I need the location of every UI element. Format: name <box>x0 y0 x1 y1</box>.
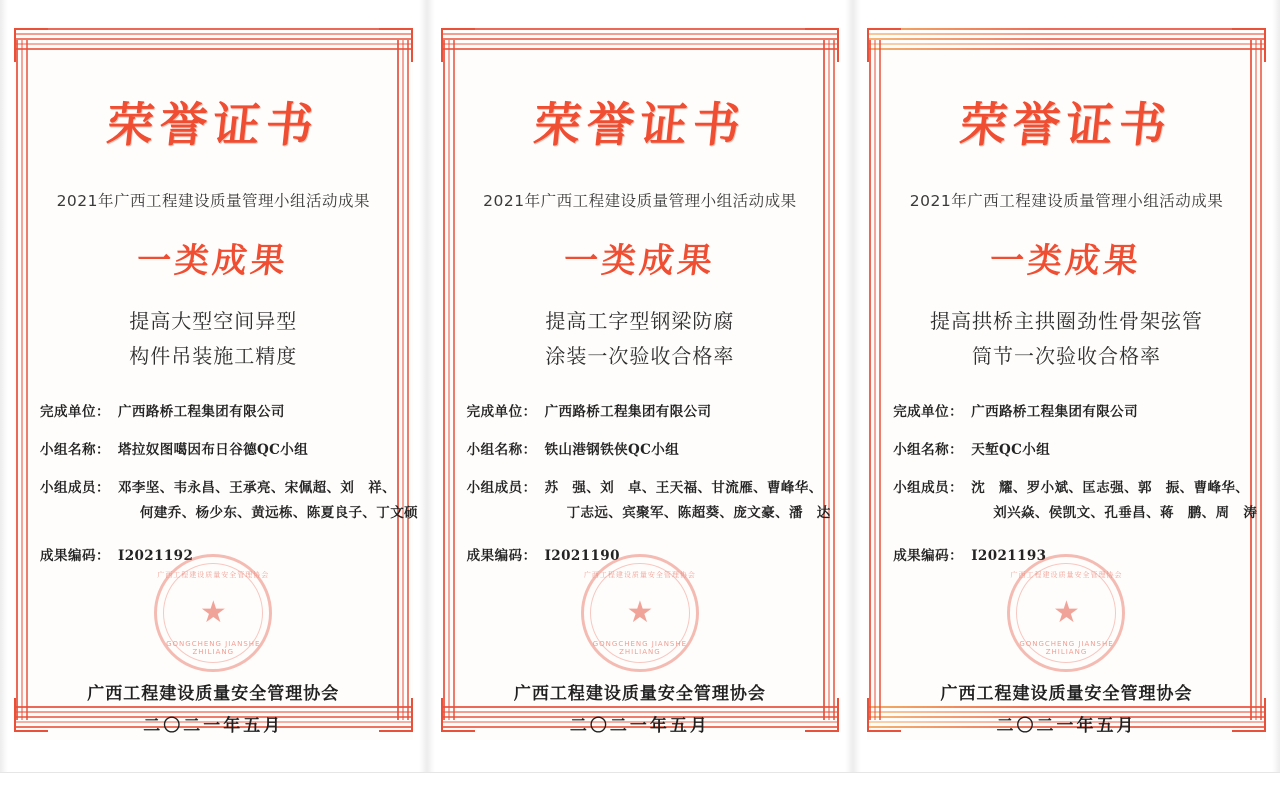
certificate-content <box>34 70 418 582</box>
field-team-members <box>466 476 831 526</box>
field-value-line: 塔拉奴图噶因布日谷德QC小组 <box>118 441 309 458</box>
certificate-subtitle: 2021年广西工程建设质量管理小组活动成果 <box>909 192 1224 210</box>
achievement-line: 提高工字型钢梁防腐 <box>545 309 735 333</box>
field-value <box>963 438 1246 463</box>
field-label: 小组名称： <box>466 441 537 458</box>
field-unit <box>40 400 393 425</box>
certificate-fields <box>461 400 831 569</box>
field-unit <box>893 400 1246 425</box>
field-team-members <box>40 476 418 526</box>
issue-date: 二〇二一年五月 <box>569 716 710 736</box>
certificate-grade: 一类成果 <box>134 241 292 281</box>
border-corner-top-left <box>441 28 475 62</box>
field-team-name <box>893 438 1246 463</box>
border-corner-top-right <box>1232 28 1266 62</box>
achievement-line: 提高拱桥主拱圈劲性骨架弦管 <box>929 309 1203 333</box>
certificate-fields <box>887 400 1258 569</box>
certificate-title: 荣誉证书 <box>957 98 1175 153</box>
field-team-members <box>893 476 1258 526</box>
border-side-left <box>869 40 883 720</box>
field-label: 成果编码： <box>40 547 110 564</box>
field-value <box>537 400 820 425</box>
border-corner-top-left <box>867 28 901 62</box>
border-side-right <box>823 40 837 720</box>
seal-top-text: 广西工程建设质量安全管理协会 <box>583 571 696 579</box>
seal-bottom-text: GONGCHENG JIANSHE ZHILIANG <box>592 640 688 656</box>
field-value-line: Ⅰ2021192 <box>118 547 194 564</box>
achievement-title <box>887 304 1246 374</box>
certificate-grade: 一类成果 <box>987 241 1145 281</box>
field-value-line: 广西路桥工程集团有限公司 <box>544 404 712 420</box>
field-label: 完成单位： <box>893 404 964 420</box>
page-bottom-edge <box>427 772 854 800</box>
field-value <box>963 400 1246 425</box>
field-team-name <box>40 438 393 463</box>
achievement-title <box>34 304 393 374</box>
issuer-name: 广西工程建设质量安全管理协会 <box>513 684 766 704</box>
field-value <box>537 438 820 463</box>
field-value-line: 广西路桥工程集团有限公司 <box>971 404 1138 420</box>
field-value-line: 铁山港钢铁侠QC小组 <box>544 441 680 458</box>
field-result-code <box>893 544 1246 569</box>
issue-date: 二〇二一年五月 <box>996 716 1137 736</box>
seal-bottom-text: GONGCHENG JIANSHE ZHILIANG <box>166 640 261 656</box>
certificate-subtitle: 2021年广西工程建设质量管理小组活动成果 <box>56 192 371 210</box>
certificate-card <box>853 0 1280 800</box>
page-bottom-edge <box>0 772 427 800</box>
achievement-line: 筒节一次验收合格率 <box>971 344 1161 368</box>
border-side-left <box>16 40 30 720</box>
achievement-line: 涂装一次验收合格率 <box>545 344 735 368</box>
field-value-line: 苏 强、刘 卓、王天福、甘流雁、曹峰华、 <box>544 479 823 496</box>
achievement-title <box>461 304 820 374</box>
field-label: 小组成员： <box>40 479 110 496</box>
field-value <box>963 476 1257 526</box>
field-label: 小组名称： <box>40 441 110 458</box>
field-value-line: 广西路桥工程集团有限公司 <box>118 404 285 420</box>
field-team-name <box>467 438 820 463</box>
border-band-top <box>14 28 413 54</box>
issuer-name: 广西工程建设质量安全管理协会 <box>87 684 340 704</box>
field-value-line: 丁志远、宾聚军、陈超葵、庞文豪、潘 达 <box>566 504 831 521</box>
field-value-line: 邓李坚、韦永昌、王承亮、宋佩超、刘 祥、 <box>118 479 396 496</box>
border-side-left <box>443 40 457 720</box>
star-icon: ★ <box>199 596 227 629</box>
paper-edge-shadow-left <box>0 0 8 800</box>
certificate-subtitle: 2021年广西工程建设质量管理小组活动成果 <box>483 192 797 210</box>
paper-edge-shadow-right <box>1272 0 1280 800</box>
border-corner-top-right <box>805 28 839 62</box>
field-unit <box>467 400 820 425</box>
field-result-code <box>467 544 820 569</box>
field-value-line: Ⅰ2021193 <box>971 547 1047 564</box>
field-label: 完成单位： <box>466 404 537 420</box>
field-value <box>110 400 393 425</box>
achievement-line: 构件吊装施工精度 <box>129 344 298 368</box>
seal-top-text: 广西工程建设质量安全管理协会 <box>1010 571 1123 579</box>
field-result-code <box>40 544 393 569</box>
field-label: 小组名称： <box>893 441 964 458</box>
field-label: 小组成员： <box>466 479 537 496</box>
field-value <box>537 476 831 526</box>
border-side-right <box>1250 40 1264 720</box>
field-label: 小组成员： <box>893 479 964 496</box>
field-value-line: 沈 耀、罗小斌、匡志强、郭 振、曹峰华、 <box>971 479 1250 496</box>
certificate-title: 荣誉证书 <box>103 98 322 153</box>
field-value <box>110 438 393 463</box>
field-value <box>963 544 1246 569</box>
star-icon: ★ <box>626 596 654 629</box>
certificate-card <box>427 0 854 800</box>
field-value-line: 何建乔、杨少东、黄远栋、陈夏良子、丁文硕 <box>140 504 418 521</box>
seal-top-text: 广西工程建设质量安全管理协会 <box>157 571 270 579</box>
star-icon: ★ <box>1053 596 1080 629</box>
field-label: 成果编码： <box>893 547 964 564</box>
issue-date: 二〇二一年五月 <box>143 716 284 736</box>
border-side-right <box>397 40 411 720</box>
certificate-card <box>0 0 427 800</box>
paper-edge-shadow-right <box>845 0 853 800</box>
certificate-content <box>461 70 831 582</box>
certificate-grade: 一类成果 <box>561 241 718 281</box>
field-value-line: Ⅰ2021190 <box>544 547 620 564</box>
border-corner-top-right <box>379 28 413 62</box>
certificate-content <box>887 70 1258 582</box>
field-label: 完成单位： <box>40 404 110 420</box>
achievement-line: 提高大型空间异型 <box>129 309 298 333</box>
page-bottom-edge <box>853 772 1280 800</box>
field-value <box>537 544 820 569</box>
seal-bottom-text: GONGCHENG JIANSHE ZHILIANG <box>1019 640 1114 656</box>
field-value-line: 天堑QC小组 <box>971 441 1051 458</box>
field-value-line: 刘兴焱、侯凯文、孔垂昌、蒋 鹏、周 涛 <box>993 504 1258 521</box>
issuer-name: 广西工程建设质量安全管理协会 <box>940 684 1193 704</box>
paper-edge-shadow-left <box>853 0 861 800</box>
border-band-top <box>441 28 840 54</box>
paper-edge-shadow-right <box>419 0 427 800</box>
field-value <box>110 476 418 526</box>
certificate-fields <box>34 400 418 569</box>
certificate-title: 荣誉证书 <box>530 98 749 153</box>
field-value <box>110 544 393 569</box>
field-label: 成果编码： <box>466 547 537 564</box>
border-corner-top-left <box>14 28 48 62</box>
paper-edge-shadow-left <box>427 0 435 800</box>
border-band-top <box>867 28 1266 54</box>
